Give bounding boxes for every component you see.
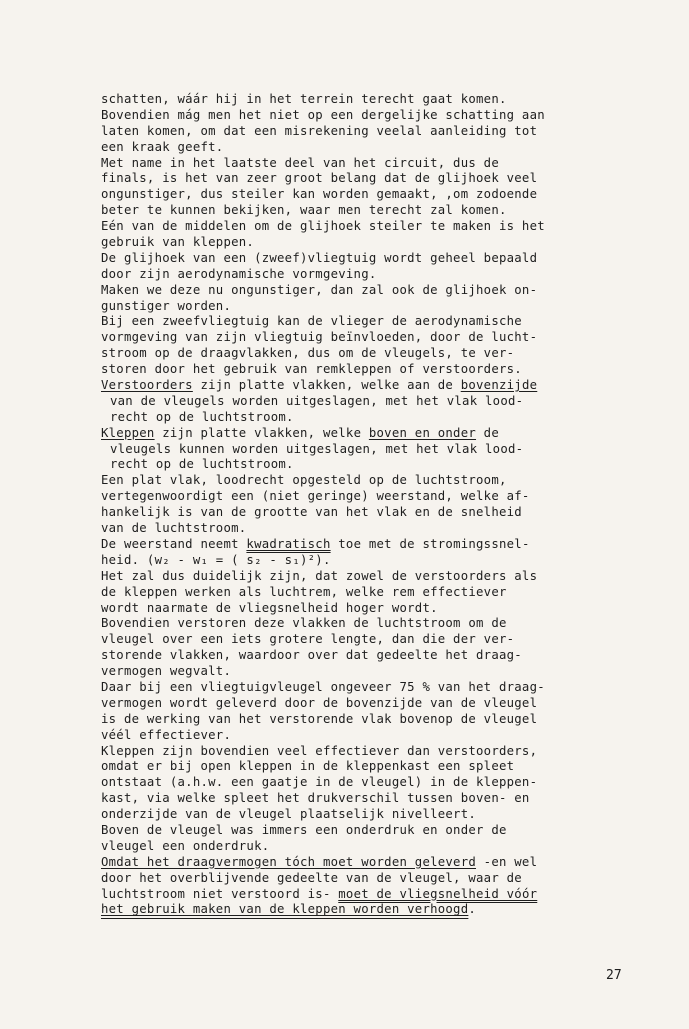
underlined-text: Omdat het draagvermogen tóch moet worden geleverd <box>101 854 477 869</box>
text-line <box>101 505 601 521</box>
text-line <box>101 744 601 760</box>
text-segment: recht op de luchtstroom. <box>110 409 294 424</box>
text-segment: omdat er bij open kleppen in de kleppenkast een spleet <box>101 759 515 774</box>
text-line <box>101 728 601 744</box>
text-segment: De weerstand neemt <box>101 536 247 551</box>
text-line <box>101 616 601 632</box>
text-line <box>101 473 601 489</box>
text-line <box>101 585 601 601</box>
text-line <box>101 553 601 569</box>
text-line <box>101 267 601 283</box>
text-segment: stroom op de draagvlakken, dus om de vleugels, te ver- <box>101 346 515 361</box>
text-segment: Eén van de middelen om de glijhoek steiler te maken is het <box>101 219 545 234</box>
text-segment: vleugel een onderdruk. <box>101 838 270 853</box>
text-line <box>101 712 601 728</box>
text-segment: zijn platte vlakken, welke aan de <box>192 378 461 393</box>
text-line <box>101 823 601 839</box>
page-number: 27 <box>606 968 622 983</box>
text-segment: Daar bij een vliegtuigvleugel ongeveer 75 % van het draag- <box>101 679 545 694</box>
underlined-text: boven en onder <box>368 425 477 440</box>
text-segment: vleugel over een iets grotere lengte, dan die der ver- <box>101 632 515 647</box>
text-line <box>101 887 601 903</box>
text-line <box>101 696 601 712</box>
text-line <box>101 426 601 442</box>
text-segment: van de luchtstroom. <box>101 521 247 536</box>
text-line <box>101 775 601 791</box>
text-line <box>101 394 601 410</box>
text-segment: een kraak geeft. <box>101 139 224 154</box>
text-line <box>101 251 601 267</box>
text-segment: Bij een zweefvliegtuig kan de vlieger de aerodynamische <box>101 314 522 329</box>
text-segment: de <box>476 425 499 440</box>
text-segment: heid. (w₂ - w₁ = ( s₂ - s₁)²). <box>101 552 331 567</box>
text-line <box>101 839 601 855</box>
text-line <box>101 378 601 394</box>
text-line <box>101 219 601 235</box>
underlined-text: het gebruik maken van de kleppen worden verhoogd <box>101 902 469 917</box>
text-line <box>101 203 601 219</box>
text-line <box>101 807 601 823</box>
text-line <box>101 410 601 426</box>
text-line <box>101 791 601 807</box>
text-segment: -en wel <box>476 854 538 869</box>
text-line <box>101 442 601 458</box>
text-line <box>101 648 601 664</box>
text-line <box>101 314 601 330</box>
text-segment: wordt naarmate de vliegsnelheid hoger wordt. <box>101 600 438 615</box>
text-segment: storen door het gebruik van remkleppen of verstoorders. <box>101 362 522 377</box>
text-segment: vormgeving van zijn vliegtuig beïnvloeden, door de lucht- <box>101 330 538 345</box>
text-segment: vertegenwoordigt een (niet geringe) weerstand, welke af- <box>101 489 530 504</box>
text-line <box>101 521 601 537</box>
text-segment: . <box>468 902 477 917</box>
text-segment: Een plat vlak, loodrecht opgesteld op de luchtstroom, <box>101 473 507 488</box>
text-segment: door het overblijvende gedeelte van de vleugel, waar de <box>101 870 522 885</box>
text-segment: finals, is het van zeer groot belang dat de glijhoek veel <box>101 171 538 186</box>
text-segment: kast, via welke spleet het drukverschil tussen boven- en <box>101 791 530 806</box>
text-segment: onderzijde van de vleugel plaatselijk nivelleert. <box>101 807 477 822</box>
text-segment: beter te kunnen bekijken, waar men terecht zal komen. <box>101 203 507 218</box>
text-segment: van de vleugels worden uitgeslagen, met het vlak lood- <box>110 393 524 408</box>
text-line <box>101 855 601 871</box>
text-line <box>101 537 601 553</box>
text-segment: toe met de stromingssnel- <box>330 536 530 551</box>
text-segment: gebruik van kleppen. <box>101 235 255 250</box>
text-segment: luchtstroom niet verstoord is- <box>101 886 339 901</box>
text-segment: vermogen wegvalt. <box>101 664 232 679</box>
text-segment: schatten, wáár hij in het terrein terecht gaat komen. <box>101 92 507 106</box>
text-line <box>101 299 601 315</box>
text-line <box>101 108 601 124</box>
text-line <box>101 489 601 505</box>
text-line <box>101 457 601 473</box>
text-line <box>101 601 601 617</box>
text-line <box>101 140 601 156</box>
underlined-text: kwadratisch <box>246 536 331 551</box>
text-line <box>101 124 601 140</box>
text-segment: hankelijk is van de grootte van het vlak en de snelheid <box>101 505 522 520</box>
text-segment: vleugels kunnen worden uitgeslagen, met het vlak lood- <box>110 441 524 456</box>
text-line <box>101 759 601 775</box>
text-segment: Kleppen zijn bovendien veel effectiever dan verstoorders, <box>101 743 538 758</box>
text-segment: De glijhoek van een (zweef)vliegtuig wordt geheel bepaald <box>101 250 538 265</box>
text-line <box>101 92 601 108</box>
text-segment: Boven de vleugel was immers een onderdruk en onder de <box>101 822 507 837</box>
text-segment: Maken we deze nu ongunstiger, dan zal ook de glijhoek on- <box>101 282 538 297</box>
text-line <box>101 871 601 887</box>
text-segment: gunstiger worden. <box>101 298 232 313</box>
text-segment: door zijn aerodynamische vormgeving. <box>101 266 377 281</box>
text-line <box>101 171 601 187</box>
underlined-text: moet de vliegsnelheid vóór <box>338 886 538 901</box>
text-line <box>101 664 601 680</box>
text-segment: de kleppen werken als luchtrem, welke rem effectiever <box>101 584 507 599</box>
text-line <box>101 680 601 696</box>
text-line <box>101 902 601 918</box>
text-segment: laten komen, om dat een misrekening veelal aanleiding tot <box>101 123 538 138</box>
text-segment: vermogen wordt geleverd door de bovenzijde van de vleugel <box>101 695 538 710</box>
text-segment: ontstaat (a.h.w. een gaatje in de vleugel) in de kleppen- <box>101 775 538 790</box>
text-line <box>101 346 601 362</box>
text-segment: Bovendien mág men het niet op een dergelijke schatting aan <box>101 107 545 122</box>
text-segment: Bovendien verstoren deze vlakken de luchtstroom om de <box>101 616 507 631</box>
body-text <box>101 92 601 918</box>
text-line <box>101 362 601 378</box>
underlined-text: Verstoorders <box>101 378 193 393</box>
text-segment: Het zal dus duidelijk zijn, dat zowel de verstoorders als <box>101 568 538 583</box>
text-segment: zijn platte vlakken, welke <box>154 425 369 440</box>
underlined-text: Kleppen <box>101 425 155 440</box>
text-segment: ongunstiger, dus steiler kan worden gemaakt, ,om zodoende <box>101 187 538 202</box>
text-line <box>101 330 601 346</box>
text-line <box>101 283 601 299</box>
text-line <box>101 235 601 251</box>
text-line <box>101 632 601 648</box>
text-segment: storende vlakken, waardoor over dat gedeelte het draag- <box>101 648 522 663</box>
text-segment: is de werking van het verstorende vlak bovenop de vleugel <box>101 711 538 726</box>
text-line <box>101 569 601 585</box>
text-line <box>101 156 601 172</box>
text-segment: recht op de luchtstroom. <box>110 457 294 472</box>
text-segment: véél effectiever. <box>101 727 232 742</box>
text-line <box>101 187 601 203</box>
text-segment: Met name in het laatste deel van het circuit, dus de <box>101 155 499 170</box>
underlined-text: bovenzijde <box>460 378 538 393</box>
